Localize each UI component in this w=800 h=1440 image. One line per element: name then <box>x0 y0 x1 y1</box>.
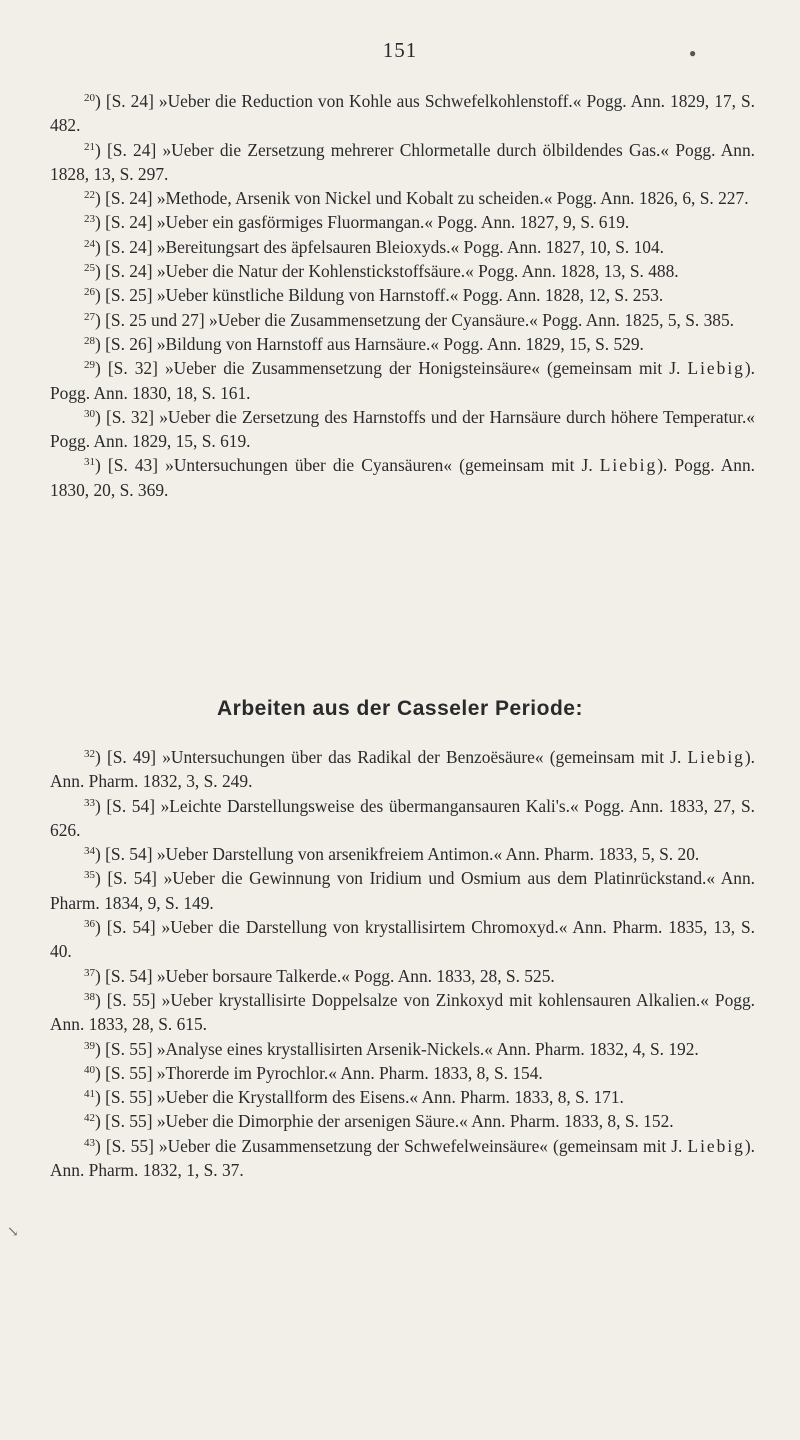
footnote-number: 20 <box>84 92 95 104</box>
entry-text: ). Ann. Pharm. 1832, 3, S. 249. <box>50 747 755 792</box>
entry-text: [S. 55] »Ueber die Krystallform des Eisens.« Ann. Pharm. 1833, 8, S. 171. <box>100 1087 624 1108</box>
footnote-number: 43 <box>84 1136 95 1149</box>
bibliography-entry: $^{34}$) [S. 54] »Ueber Darstellung von arsenikfreiem Antimon.« Ann. Pharm. 1833, 5, S. 20. <box>84 844 700 865</box>
footnote-number: 36 <box>84 918 95 931</box>
entry-text: [S. 32] »Ueber die Zersetzung des Harnstoffs und der Harnsäure durch höhere Temperatur.« Pogg. Ann. 1829, 15, S. 619. <box>50 406 755 452</box>
bibliography-entry: $^{35}$) [S. 54] »Ueber die Gewinnung von Iridium und Osmium aus dem Platinrückstand.« Ann. Pharm. 1834, 9, S. 149. <box>50 868 755 913</box>
footnote-number: 38 <box>84 990 95 1003</box>
section-heading: Arbeiten aus der Casseler Periode: <box>217 697 583 720</box>
footnote-number: 27 <box>84 310 95 323</box>
footnote-number: 29 <box>84 359 95 372</box>
page-number: 151 <box>382 38 418 62</box>
entry-text: [S. 54] »Leichte Darstellungsweise des übermangansauren Kali's.« Pogg. Ann. 1833, 27, S. 626. <box>50 795 755 840</box>
footnote-number: 37 <box>84 966 95 979</box>
bibliography-entry: $^{31}$) [S. 43] »Untersuchungen über die Cyansäuren« (gemeinsam mit J. Liebig). Pogg. Ann. 1830, 20, S. 369. <box>50 455 756 500</box>
entry-text: [S. 25 und 27] »Ueber die Zusammensetzung der Cyansäure.« Pogg. Ann. 1825, 5, S. 385. <box>100 309 735 330</box>
entry-text: [S. 55] »Ueber die Zusammensetzung der Schwefelweinsäure« (gemeinsam mit J. <box>100 1135 688 1156</box>
bibliography-entry: $^{42}$) [S. 55] »Ueber die Dimorphie der arsenigen Säure.« Ann. Pharm. 1833, 8, S. 152. <box>84 1111 674 1132</box>
bibliography-entry: $^{21}$) [S. 24] »Ueber die Zersetzung mehrerer Chlormetalle durch ölbildendes Gas.« Pogg. Ann. 1828, 13, S. 297. <box>50 139 755 184</box>
entry-text: [S. 24] »Bereitungsart des äpfelsauren Bleioxyds.« Pogg. Ann. 1827, 10, S. 104. <box>100 236 665 257</box>
bibliography-entry: $^{20}$) [S. 24] »Ueber die Reduction von Kohle aus Schwefelkohlenstoff.« Pogg. Ann. 1829, 17, S. 482. <box>50 91 755 136</box>
footnote-number: 23 <box>84 213 95 226</box>
entry-text: [S. 54] »Ueber borsaure Talkerde.« Pogg. Ann. 1833, 28, S. 525. <box>100 965 555 986</box>
footnote-number: 21 <box>84 140 95 153</box>
footnote-number: 28 <box>84 334 95 347</box>
bibliography-entry: $^{24}$) [S. 24] »Bereitungsart des äpfelsauren Bleioxyds.« Pogg. Ann. 1827, 10, S. 104. <box>84 236 665 257</box>
footnote-number: 34 <box>84 845 95 858</box>
entry-text: [S. 26] »Bildung von Harnstoff aus Harnsäure.« Pogg. Ann. 1829, 15, S. 529. <box>100 333 644 354</box>
entry-text: [S. 43] »Untersuchungen über die Cyansäuren« (gemeinsam mit J. <box>100 455 600 476</box>
bibliography-list-2 <box>50 745 755 1182</box>
footnote-number: 25 <box>84 262 95 275</box>
footnote-number: 31 <box>84 456 95 469</box>
entry-text: [S. 24] »Ueber die Reduction von Kohle aus Schwefelkohlenstoff.« Pogg. Ann. 1829, 17, S. 482. <box>50 91 755 136</box>
footnote-number: 40 <box>84 1063 95 1076</box>
entry-text: ). Pogg. Ann. 1830, 18, S. 161. <box>50 358 755 403</box>
footnote-number: 33 <box>84 796 95 809</box>
author-name: Liebig <box>687 358 745 379</box>
bibliography-entry: $^{23}$) [S. 24] »Ueber ein gasförmiges Fluormangan.« Pogg. Ann. 1827, 9, S. 619. <box>84 212 630 233</box>
bibliography-entry: $^{37}$) [S. 54] »Ueber borsaure Talkerde.« Pogg. Ann. 1833, 28, S. 525. <box>84 965 555 986</box>
bibliography-entry: $^{36}$) [S. 54] »Ueber die Darstellung von krystallisirtem Chromoxyd.« Ann. Pharm. 1835, 13, S. 40. <box>50 917 755 962</box>
bibliography-entry: $^{33}$) [S. 54] »Leichte Darstellungsweise des übermangansauren Kali's.« Pogg. Ann. 1833, 27, S. 626. <box>50 795 755 840</box>
entry-text: [S. 25] »Ueber künstliche Bildung von Harnstoff.« Pogg. Ann. 1828, 12, S. 253. <box>100 285 664 306</box>
author-name: Liebig <box>599 455 658 476</box>
bibliography-entry: $^{25}$) [S. 24] »Ueber die Natur der Kohlenstickstoffsäure.« Pogg. Ann. 1828, 13, S. 488. <box>84 261 679 282</box>
bibliography-entry: $^{43}$) [S. 55] »Ueber die Zusammensetzung der Schwefelweinsäure« (gemeinsam mit J. Liebig). Ann. Pharm. 1832, 1, S. 37. <box>50 1135 755 1181</box>
bibliography-entry: $^{39}$) [S. 55] »Analyse eines krystallisirten Arsenik-Nickels.« Ann. Pharm. 1832, 4, S. 192. <box>84 1038 699 1059</box>
bibliography-entry: $^{26}$) [S. 25] »Ueber künstliche Bildung von Harnstoff.« Pogg. Ann. 1828, 12, S. 253. <box>84 285 664 306</box>
footnote-number: 39 <box>84 1039 95 1052</box>
entry-text: [S. 55] »Ueber die Dimorphie der arsenigen Säure.« Ann. Pharm. 1833, 8, S. 152. <box>100 1111 674 1132</box>
footnote-number: 26 <box>84 286 95 299</box>
entry-text: [S. 54] »Ueber Darstellung von arsenikfreiem Antimon.« Ann. Pharm. 1833, 5, S. 20. <box>100 844 700 865</box>
bibliography-entry: $^{41}$) [S. 55] »Ueber die Krystallform des Eisens.« Ann. Pharm. 1833, 8, S. 171. <box>84 1087 624 1108</box>
footnote-number: 30 <box>84 407 95 420</box>
margin-dot: ● <box>689 46 697 60</box>
entry-text: [S. 55] »Ueber krystallisirte Doppelsalze von Zinkoxyd mit kohlensauren Alkalien.« Pogg. Ann. 1833, 28, S. 615. <box>50 989 755 1035</box>
entry-text: [S. 32] »Ueber die Zusammensetzung der Honigsteinsäure« (gemeinsam mit J. <box>100 358 688 379</box>
author-name: Liebig <box>687 1135 745 1156</box>
footnote-number: 24 <box>84 237 95 250</box>
margin-tick-mark: ↘ <box>7 1225 19 1240</box>
entry-text: ). Ann. Pharm. 1832, 1, S. 37. <box>50 1135 755 1181</box>
entry-text: [S. 24] »Ueber ein gasförmiges Fluormangan.« Pogg. Ann. 1827, 9, S. 619. <box>100 212 630 233</box>
footnote-number: 22 <box>84 189 95 202</box>
entry-text: [S. 24] »Ueber die Zersetzung mehrerer Chlormetalle durch ölbildendes Gas.« Pogg. Ann. 1828, 13, S. 297. <box>50 139 755 184</box>
entry-text: [S. 54] »Ueber die Darstellung von krystallisirtem Chromoxyd.« Ann. Pharm. 1835, 13, S. 40. <box>50 917 755 962</box>
bibliography-entry: $^{30}$) [S. 32] »Ueber die Zersetzung des Harnstoffs und der Harnsäure durch höhere Temperatur.« Pogg. Ann. 1829, 15, S. 619. <box>50 406 755 452</box>
author-name: Liebig <box>687 747 745 767</box>
entry-text: [S. 55] »Thorerde im Pyrochlor.« Ann. Pharm. 1833, 8, S. 154. <box>100 1062 543 1083</box>
entry-text: [S. 55] »Analyse eines krystallisirten Arsenik-Nickels.« Ann. Pharm. 1832, 4, S. 192. <box>100 1038 699 1059</box>
bibliography-entry: $^{29}$) [S. 32] »Ueber die Zusammensetzung der Honigsteinsäure« (gemeinsam mit J. Liebig). Pogg. Ann. 1830, 18, S. 161. <box>50 358 755 403</box>
bibliography-entry: $^{38}$) [S. 55] »Ueber krystallisirte Doppelsalze von Zinkoxyd mit kohlensauren Alkalien.« Pogg. Ann. 1833, 28, S. 615. <box>50 989 755 1035</box>
footnote-number: 35 <box>84 869 95 882</box>
entry-text: [S. 49] »Untersuchungen über das Radikal der Benzoësäure« (gemeinsam mit J. <box>100 747 688 767</box>
entry-text: [S. 24] »Methode, Arsenik von Nickel und Kobalt zu scheiden.« Pogg. Ann. 1826, 6, S. 227. <box>100 188 749 209</box>
entry-text: ). Pogg. Ann. 1830, 20, S. 369. <box>50 455 756 500</box>
bibliography-entry: $^{32}$) [S. 49] »Untersuchungen über das Radikal der Benzoësäure« (gemeinsam mit J. Liebig). Ann. Pharm. 1832, 3, S. 249. <box>50 747 755 792</box>
entry-text: [S. 54] »Ueber die Gewinnung von Iridium und Osmium aus dem Platinrückstand.« Ann. Pharm. 1834, 9, S. 149. <box>50 868 755 913</box>
bibliography-entry: $^{40}$) [S. 55] »Thorerde im Pyrochlor.« Ann. Pharm. 1833, 8, S. 154. <box>84 1062 543 1083</box>
footnote-number: 32 <box>84 748 95 760</box>
footnote-number: 41 <box>84 1088 95 1101</box>
bibliography-entry: $^{27}$) [S. 25 und 27] »Ueber die Zusammensetzung der Cyansäure.« Pogg. Ann. 1825, 5, S. 385. <box>84 309 735 330</box>
bibliography-list-1 <box>50 89 755 502</box>
footnote-number: 42 <box>84 1112 95 1125</box>
bibliography-entry: $^{28}$) [S. 26] »Bildung von Harnstoff aus Harnsäure.« Pogg. Ann. 1829, 15, S. 529. <box>84 333 644 354</box>
entry-text: [S. 24] »Ueber die Natur der Kohlenstickstoffsäure.« Pogg. Ann. 1828, 13, S. 488. <box>100 261 679 282</box>
bibliography-entry: $^{22}$) [S. 24] »Methode, Arsenik von Nickel und Kobalt zu scheiden.« Pogg. Ann. 1826, 6, S. 227. <box>84 188 749 209</box>
